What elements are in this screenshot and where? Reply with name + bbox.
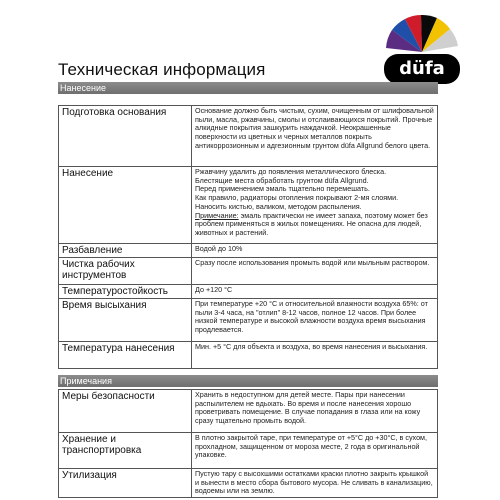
row-label: Нанесение: [59, 167, 192, 244]
logo-wordmark: düfa: [399, 58, 445, 79]
note-text: [195, 212, 434, 238]
section-heading-application: Нанесение: [58, 82, 438, 94]
page-title: Техническая информация: [58, 60, 266, 79]
table-row: [59, 342, 438, 369]
row-label: Чистка рабочих инструментов: [59, 258, 192, 285]
table-row: [59, 167, 438, 244]
row-text: Водой до 10%: [192, 244, 438, 258]
section-heading-notes: Примечания: [58, 375, 438, 387]
row-text: Мин. +5 °С для объекта и воздуха, во время нанесения и высыхания.: [192, 342, 438, 369]
table-row: [59, 433, 438, 469]
text-line: Ржавчину удалить до появления металлического блеска.: [195, 167, 387, 176]
row-text: Хранить в недоступном для детей месте. Пары при нанесении распылителем не вдыхать. Во время и после нанесения хорошо проветривать помещение. В случае попадания в глаза или на кожу сразу тщательно промыть водой.: [192, 390, 438, 433]
row-text: До +120 °С: [192, 285, 438, 299]
row-label: Хранение и транспортировка: [59, 433, 192, 469]
table-row: [59, 299, 438, 342]
row-text: При температуре +20 °С и относительной влажности воздуха 65%: от пыли 3-4 часа, на "отлип" 8-12 часов, полное 12 часов. При более низкой температуре и высокой влажности воздуха время высыхания продлевается.: [192, 299, 438, 342]
text-line: Блестящие места обработать грунтом düfa Allgrund.: [195, 175, 369, 185]
table-row: [59, 285, 438, 299]
row-text: Пустую тару с высохшими остатками краски плотно закрыть крышкой и вынести в место сбора бытового мусора. Не сливать в канализацию, водоемы или на землю.: [192, 469, 438, 498]
table-row: [59, 244, 438, 258]
note-body: эмаль практически не имеет запаха, поэтому может без проблем применяться в жилых помещениях. Не опасна для людей, животных и растений.: [195, 210, 428, 237]
application-table: [58, 105, 438, 369]
table-row: [59, 106, 438, 167]
row-text: Основание должно быть чистым, сухим, очищенным от шлифовальной пыли, масла, ржавчины, смолы и отслаивающихся покрытий. Прочные алкидные покрытия зашкурить наждачкой. Неокрашенные поверхности из цветных и черных металлов покрыть антикоррозионным и адгезионным грунтом düfa Allgrund белого цвета.: [192, 106, 438, 167]
text-line: Перед применением эмаль тщательно перемешать.: [195, 184, 370, 194]
row-text: Сразу после использования промыть водой или мыльным раствором.: [192, 258, 438, 285]
table-row: [59, 390, 438, 433]
text-line: Наносить кистью, валиком, методом распыления.: [195, 201, 362, 211]
notes-table: [58, 389, 438, 498]
note-label: Примечание:: [195, 210, 239, 220]
row-text: В плотно закрытой таре, при температуре от +5°С до +30°С, в сухом, прохладном, защищенном от мороза месте, 2 года в оригинальной упаковке.: [192, 433, 438, 469]
row-label: Утилизация: [59, 469, 192, 498]
text-line: Как правило, радиаторы отопления покрывают 2-мя слоями.: [195, 193, 399, 203]
row-label: Подготовка основания: [59, 106, 192, 167]
row-label: Время высыхания: [59, 299, 192, 342]
table-row: [59, 469, 438, 498]
row-label: Температуростойкость: [59, 285, 192, 299]
row-label: Меры безопасности: [59, 390, 192, 433]
row-label: Температура нанесения: [59, 342, 192, 369]
dufa-logo: [376, 4, 468, 92]
row-label: Разбавление: [59, 244, 192, 258]
table-row: [59, 258, 438, 285]
row-text: [192, 167, 438, 244]
